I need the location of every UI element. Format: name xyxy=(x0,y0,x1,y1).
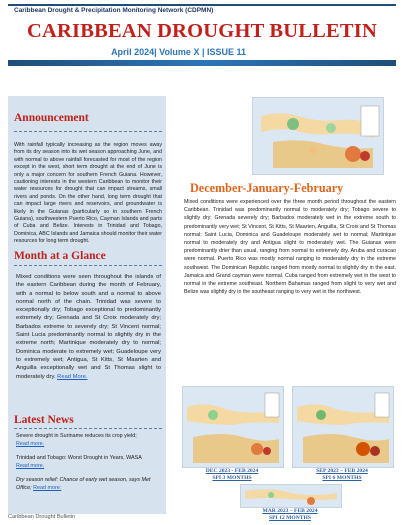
footer: Caribbean Drought Bulletin xyxy=(8,514,76,520)
spi-map-top xyxy=(252,97,384,175)
divider xyxy=(14,428,162,429)
sidebar xyxy=(8,96,166,514)
news-heading: Latest News xyxy=(14,414,74,426)
news-item: Severe drought in Suriname reduces its crop yield; Read more. xyxy=(16,433,137,447)
map-caption-6: SEP 2023 – FEB 2024 SPI 6 MONTHS xyxy=(316,468,368,481)
spi-map-3 xyxy=(182,386,284,468)
announcement-text: With rainfall typically increasing as the region moves away from its dry season into its wet season approaching June, and with normal to above rainfall forecasted for most of the region except in the west, short term drought at the end of June is only a major concern for southern French Guiana. However, cautioning interests in the western Caribbean to monitor their water resources for drought that can impact streams, small rivers and ponds. On the other hand, long term drought that can impact large rivers and reservoirs, and groundwater is likely in the Guianas (particularly so in southern French Guiana), southwestern Puerto Rico, Cayman Islands and parts of Cuba and Belize. Interests in Trinidad and Tobago, Dominica, ABC Islands and Jamaica should monitor their water resources for long term drought. xyxy=(14,142,162,245)
divider xyxy=(14,265,162,266)
read-more-link[interactable]: Read More. xyxy=(57,373,88,380)
announcement-heading: Announcement xyxy=(14,112,89,124)
main-heading: December-January-February xyxy=(190,181,344,195)
header-banner xyxy=(8,60,396,66)
map-graphic xyxy=(241,485,341,507)
map-graphic xyxy=(253,98,383,174)
spi-map-12 xyxy=(240,484,342,508)
spi-map-6 xyxy=(292,386,394,468)
divider xyxy=(14,131,162,132)
news-link[interactable]: Read more. xyxy=(16,441,45,447)
news-item: Trinidad and Tobago: Worst Drought in Years, WASA Read more. xyxy=(16,455,142,469)
top-rule xyxy=(8,4,396,6)
month-glance-text: Mixed conditions were seen throughout the islands of the eastern Caribbean during the month of February, with a normal to below south and a normal to above normal north of the chain. Trinidad was severe to exceptionally dry; Tobago exceptional to predominantly extremely dry; Grenada and St Croix moderately dry; Barbados extreme to severely dry; St Vincent normal; Saint Lucia predominantly normal to slightly dry in the extreme north; Martinique moderately dry to normal; Dominica moderate to extremely wet; Guadeloupe very to extremely wet; Antigua, St Kitts, St Maarten and Anguilla exceptionally wet and St Thomas slight to moderately dry. Read More. xyxy=(16,274,161,380)
month-glance-heading: Month at a Glance xyxy=(14,250,106,262)
org-name: Caribbean Drought & Precipitation Monitoring Network (CDPMN) xyxy=(14,7,214,14)
news-item: Dry season relief: Chance of early wet season, says Met Office; Read more: xyxy=(16,477,151,491)
news-link[interactable]: Read more: xyxy=(33,485,62,491)
map-caption-3: DEC 2023 - FEB 2024 SPI 3 MONTHS xyxy=(205,468,259,481)
map-graphic xyxy=(293,387,393,467)
issue-line: April 2024| Volume X | ISSUE 11 xyxy=(111,47,246,57)
map-caption-12: MAR 2023 – FEB 2024 SPI 12 MONTHS xyxy=(262,508,318,521)
main-text: Mixed conditions were experienced over the three month period throughout the eastern Caribbean. Trinidad was predominantly normal to moderately dry; Tobago severe to slightly dry; Grenada severely dry; Barbados moderately wet in the extreme south to predominantly very wet; St Vincent, St Kitts, St Maarten, Anguilla, St Croix and St Thomas normal; Saint Lucia, Dominica and Guadeloupe moderately wet to normal; Martinique normal to moderately dry and Antigua slight to moderately wet. The Guianas were predominantly drier than usual, ranging from normal to extremely dry. Aruba and curacao were normal. Puerto Rico was mostly normal ranging to moderately dry in the extreme southwest. The Dominican Republic ranged from mostly normal to slightly dry in the east. Jamaica and Grand cayman were normal. Cuba ranged from extremely wet in the west to normal in the extreme southeast. Northern Bahamas ranged from slight to very wet and Belize was slightly dry in the southeast ranging to very wet in the northwest. xyxy=(184,199,396,296)
news-link[interactable]: Read more. xyxy=(16,463,45,469)
bulletin-title: CARIBBEAN DROUGHT BULLETIN xyxy=(27,20,377,42)
map-graphic xyxy=(183,387,283,467)
